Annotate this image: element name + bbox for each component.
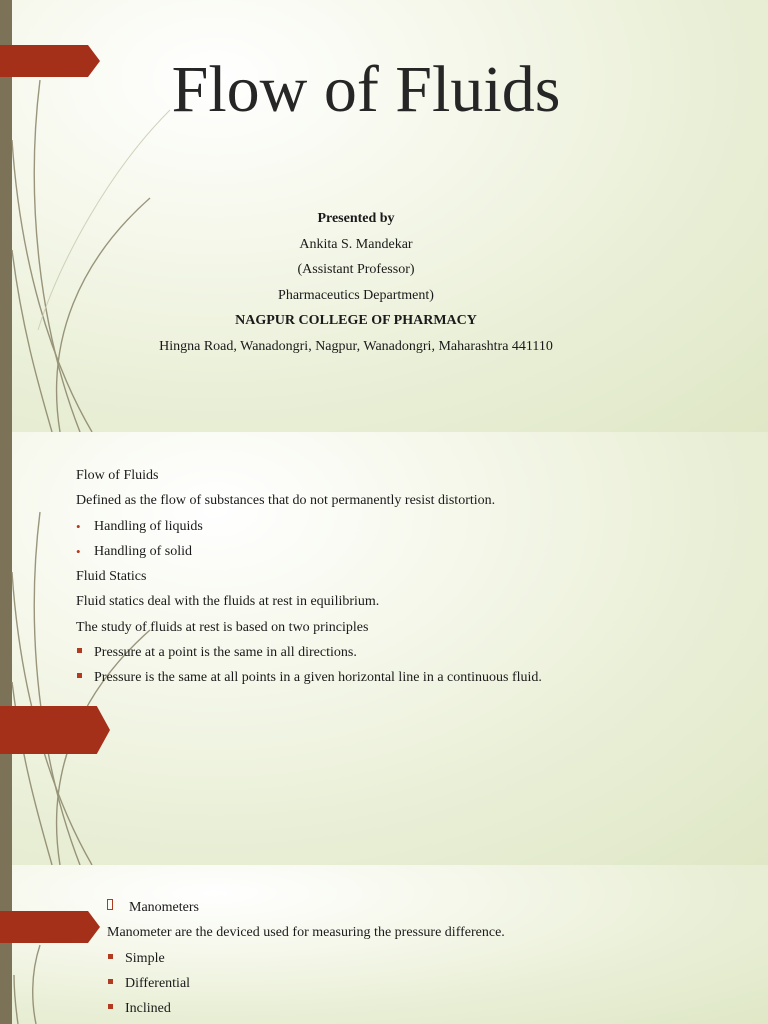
definition-text: Defined as the flow of substances that do not permanently resist distortion. [76, 493, 496, 509]
title-slide [0, 0, 768, 432]
list-item: Simple [107, 946, 505, 971]
list-item [107, 895, 505, 920]
list-item: • Handling of liquids [76, 514, 542, 539]
slide3-content [107, 895, 505, 1021]
definition-text: Manometer are the deviced used for measuring the pressure difference. [107, 925, 505, 941]
presenter-department: Pharmaceutics Department) [278, 287, 434, 303]
content-slide-manometers [0, 865, 768, 1024]
bullet-square-icon [76, 640, 94, 665]
bullet-dot-icon: • [76, 518, 81, 534]
bullet-dot-icon: • [76, 543, 81, 559]
list-item: Pressure is the same at all points in a given horizontal line in a continuous fluid. [76, 665, 542, 690]
list-item: • Handling of solid [76, 539, 542, 564]
accent-arrow-tab [0, 911, 100, 943]
presenter-designation: (Assistant Professor) [297, 262, 415, 277]
list-item: Inclined [107, 996, 505, 1021]
bullet-square-icon [76, 665, 94, 690]
bullet-box-icon [107, 895, 129, 920]
bullet-square-icon [107, 971, 125, 996]
bullet-square-icon [107, 946, 125, 971]
college-address: Hingna Road, Wanadongri, Nagpur, Wanadongri, Maharashtra 441110 [159, 338, 553, 354]
presented-by-label: Presented by [317, 211, 395, 226]
presenter-block [0, 206, 712, 359]
page-title: Flow of Fluids [171, 53, 561, 126]
statics-heading: Fluid Statics [76, 569, 147, 585]
list-item: Pressure at a point is the same in all directions. [76, 640, 542, 665]
content-slide-fluid-statics [0, 432, 768, 865]
bullet-square-icon [107, 996, 125, 1021]
presenter-name: Ankita S. Mandekar [299, 236, 413, 252]
section-heading: Manometers [129, 900, 199, 915]
principles-intro: The study of fluids at rest is based on two principles [76, 619, 369, 635]
section-heading: Flow of Fluids [76, 468, 159, 483]
accent-arrow-tab [0, 706, 110, 754]
statics-text: Fluid statics deal with the fluids at rest in equilibrium. [76, 594, 380, 610]
slide2-content [76, 463, 542, 691]
college-name: NAGPUR COLLEGE OF PHARMACY [235, 313, 477, 328]
list-item: Differential [107, 971, 505, 996]
